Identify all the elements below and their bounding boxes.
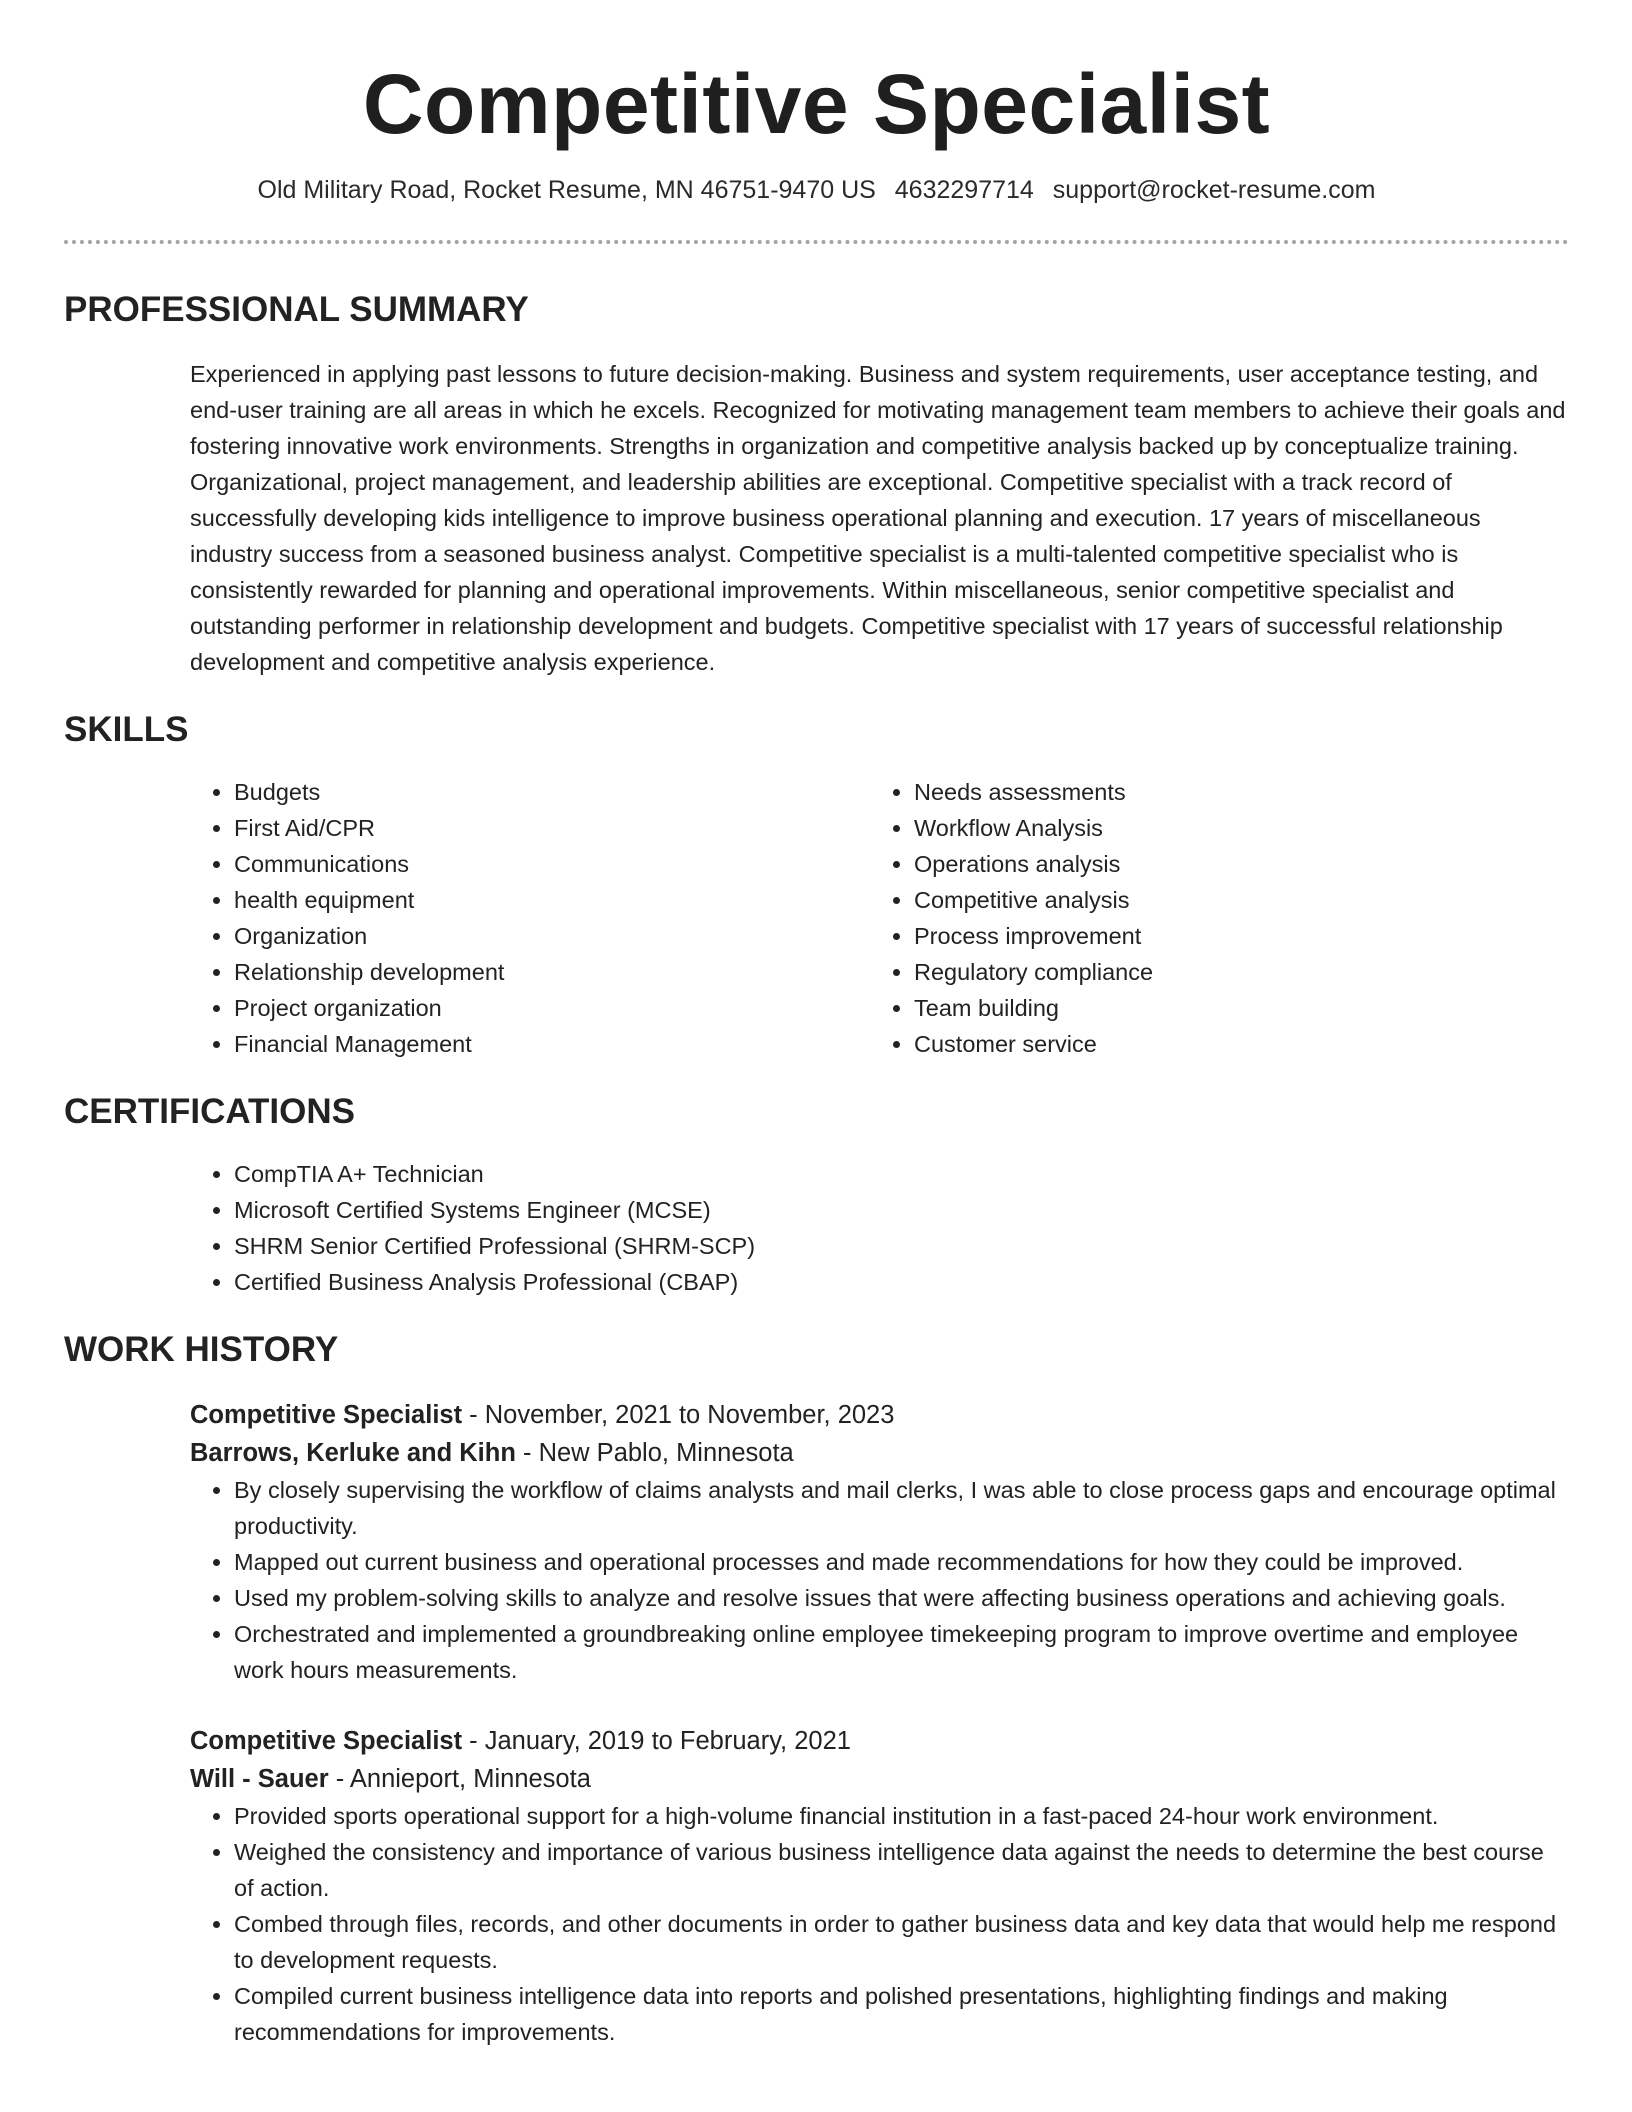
certification-item: • CompTIA A+ Technician bbox=[234, 1156, 1569, 1192]
certifications-list-wrap bbox=[190, 1156, 1569, 1300]
job-bullet: • Used my problem-solving skills to analyze and resolve issues that were affecting business operations and achieving goals. bbox=[234, 1580, 1569, 1616]
certifications-section bbox=[64, 1092, 1569, 1300]
work-history-section bbox=[64, 1330, 1569, 2050]
skill-item: • Budgets bbox=[234, 774, 870, 810]
job-entry bbox=[190, 1396, 1569, 1688]
job-bullets bbox=[190, 1472, 1569, 1688]
contact-line bbox=[64, 174, 1569, 206]
header-divider bbox=[64, 240, 1569, 244]
job-title-line bbox=[190, 1396, 1569, 1434]
resume-name: Competitive Specialist bbox=[362, 57, 1271, 151]
certifications-list bbox=[190, 1156, 1569, 1300]
certifications-heading: CERTIFICATIONS bbox=[64, 1092, 356, 1131]
summary-heading: PROFESSIONAL SUMMARY bbox=[64, 290, 529, 329]
summary-section bbox=[64, 290, 1569, 680]
job-company-line bbox=[190, 1434, 1569, 1472]
job-title-line bbox=[190, 1722, 1569, 1760]
job-bullet: • Orchestrated and implemented a groundbreaking online employee timekeeping program to improve overtime and employee work hours measurements. bbox=[234, 1616, 1569, 1688]
skill-item: • Financial Management bbox=[234, 1026, 870, 1062]
job-bullet: • Mapped out current business and operational processes and made recommendations for how they could be improved. bbox=[234, 1544, 1569, 1580]
job-entry bbox=[190, 1722, 1569, 2050]
job-bullet: • By closely supervising the workflow of claims analysts and mail clerks, I was able to close process gaps and encourage optimal productivity. bbox=[234, 1472, 1569, 1544]
job-bullet: • Compiled current business intelligence data into reports and polished presentations, highlighting findings and making recommendations for improvements. bbox=[234, 1978, 1569, 2050]
job-company: Barrows, Kerluke and Kihn bbox=[190, 1439, 516, 1467]
skill-item: • Organization bbox=[234, 918, 870, 954]
skill-item: • health equipment bbox=[234, 882, 870, 918]
job-bullet: • Provided sports operational support for a high-volume financial institution in a fast-paced 24-hour work environment. bbox=[234, 1798, 1569, 1834]
certification-item: • Certified Business Analysis Professional (CBAP) bbox=[234, 1264, 1569, 1300]
skill-item: • First Aid/CPR bbox=[234, 810, 870, 846]
job-company-line bbox=[190, 1760, 1569, 1798]
job-role: Competitive Specialist bbox=[190, 1401, 463, 1429]
skill-item: • Communications bbox=[234, 846, 870, 882]
resume-page bbox=[64, 0, 1569, 2050]
job-location: - New Pablo, Minnesota bbox=[515, 1439, 794, 1467]
certification-item: • SHRM Senior Certified Professional (SHRM-SCP) bbox=[234, 1228, 1569, 1264]
skill-item: • Workflow Analysis bbox=[914, 810, 1550, 846]
job-bullets bbox=[190, 1798, 1569, 2050]
job-dates: - November, 2021 to November, 2023 bbox=[462, 1401, 895, 1429]
contact-phone: 4632297714 bbox=[894, 176, 1034, 204]
skill-item: • Team building bbox=[914, 990, 1550, 1026]
job-bullet: • Weighed the consistency and importance of various business intelligence data against the needs to determine the best course of action. bbox=[234, 1834, 1569, 1906]
contact-address: Old Military Road, Rocket Resume, MN 46751-9470 US bbox=[257, 176, 876, 204]
skill-item: • Needs assessments bbox=[914, 774, 1550, 810]
skill-item: • Regulatory compliance bbox=[914, 954, 1550, 990]
job-role: Competitive Specialist bbox=[190, 1727, 463, 1755]
skills-column-left bbox=[190, 774, 870, 1062]
skills-heading: SKILLS bbox=[64, 710, 189, 749]
skill-item: • Process improvement bbox=[914, 918, 1550, 954]
summary-text: Experienced in applying past lessons to future decision-making. Business and system requirements, user acceptance testing, and end-user training are all areas in which he excels. Recognized for motivating management team members to achieve their goals and fostering innovative work environments. Strengths in organization and competitive analysis backed up by conceptualize training. Organizational, project management, and leadership abilities are exceptional. Competitive specialist with a track record of successfully developing kids intelligence to improve business operational planning and execution. 17 years of miscellaneous industry success from a seasoned business analyst. Competitive specialist is a multi-talented competitive specialist who is consistently rewarded for planning and operational improvements. Within miscellaneous, senior competitive specialist and outstanding performer in relationship development and budgets. Competitive specialist with 17 years of successful relationship development and competitive analysis experience. bbox=[190, 361, 1566, 675]
skill-item: • Project organization bbox=[234, 990, 870, 1026]
skills-section bbox=[64, 710, 1569, 1062]
skill-item: • Operations analysis bbox=[914, 846, 1550, 882]
job-location: - Annieport, Minnesota bbox=[328, 1765, 591, 1793]
job-company: Will - Sauer bbox=[190, 1765, 329, 1793]
skills-column-right bbox=[870, 774, 1550, 1062]
skill-item: • Customer service bbox=[914, 1026, 1550, 1062]
skills-grid bbox=[190, 774, 1569, 1062]
job-dates: - January, 2019 to February, 2021 bbox=[462, 1727, 851, 1755]
skill-item: • Relationship development bbox=[234, 954, 870, 990]
work-history-heading: WORK HISTORY bbox=[64, 1330, 339, 1369]
certification-item: • Microsoft Certified Systems Engineer (MCSE) bbox=[234, 1192, 1569, 1228]
job-bullet: • Combed through files, records, and other documents in order to gather business data and key data that would help me respond to development requests. bbox=[234, 1906, 1569, 1978]
skill-item: • Competitive analysis bbox=[914, 882, 1550, 918]
contact-email: support@rocket-resume.com bbox=[1052, 176, 1376, 204]
